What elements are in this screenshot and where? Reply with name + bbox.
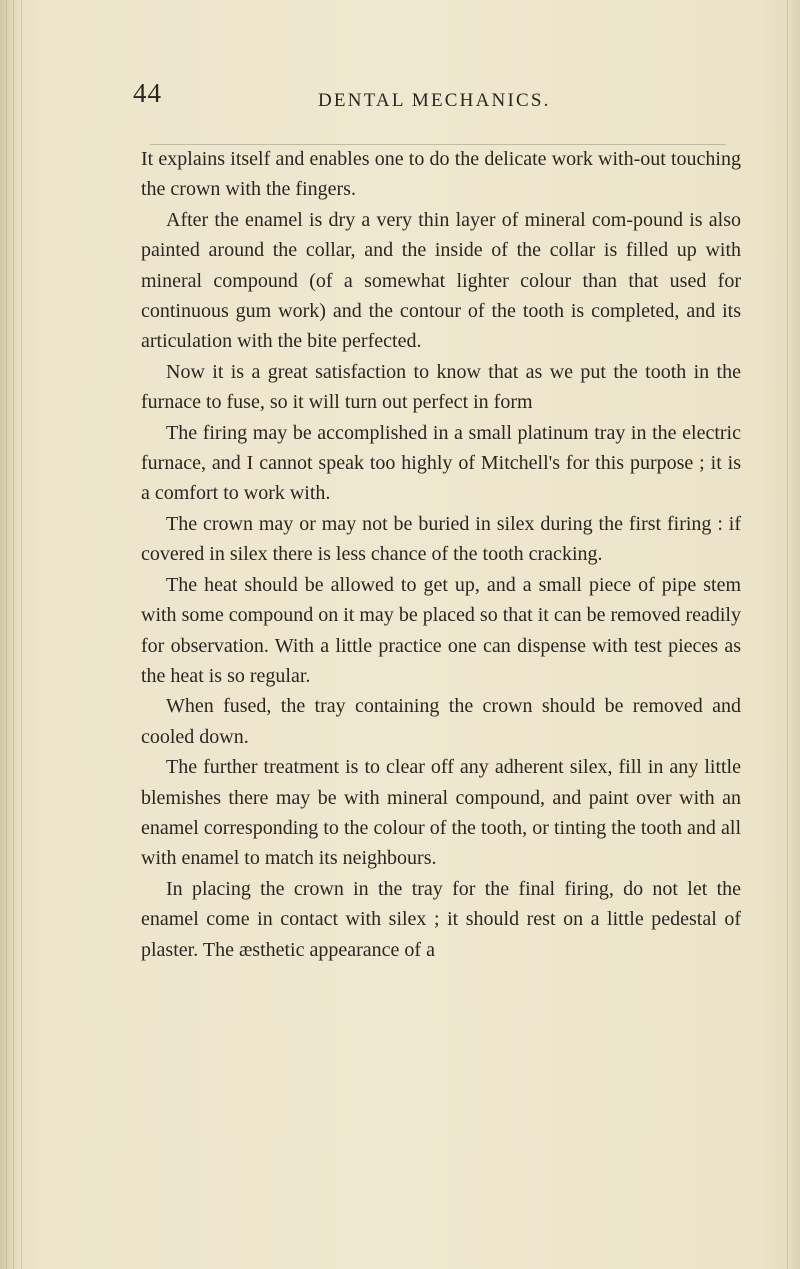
paragraph: The crown may or may not be buried in silex during the first firing : if covered in silex there is less chance of the tooth cracking. bbox=[141, 512, 741, 566]
gutter-shadow bbox=[13, 0, 14, 1269]
paragraph: It explains itself and enables one to do the delicate work with-out touching the crown with the fingers. bbox=[141, 148, 741, 201]
gutter-shadow bbox=[6, 0, 7, 1269]
paragraph: In placing the crown in the tray for the final firing, do not let the enamel come in contact with silex ; it should rest on a little pedestal of plaster. The æsthetic appearance of a bbox=[141, 877, 741, 961]
page-header bbox=[0, 80, 800, 114]
paragraph: The firing may be accomplished in a small platinum tray in the electric furnace, and I cannot speak too highly of Mitchell's for this purpose ; it is a comfort to work with. bbox=[141, 421, 741, 505]
paragraph: After the enamel is dry a very thin layer of mineral com-pound is also painted around the collar, and the inside of the collar is filled up with mineral compound (of a somewhat lighter colour than that used for continuous gum work) and the contour of the tooth is completed, and its articulation with the bite perfected. bbox=[141, 208, 741, 353]
page-number: 44 bbox=[133, 78, 162, 108]
running-title: DENTAL MECHANICS. bbox=[318, 90, 551, 111]
paragraph: Now it is a great satisfaction to know that as we put the tooth in the furnace to fuse, so it will turn out perfect in form bbox=[141, 360, 741, 414]
gutter-shadow bbox=[21, 0, 22, 1269]
paragraph: The heat should be allowed to get up, and a small piece of pipe stem with some compound on it may be placed so that it can be removed readily for observation. With a little practice one can dispense with test pieces as the heat is so regular. bbox=[141, 573, 741, 687]
paragraph: The further treatment is to clear off any adherent silex, fill in any little blemishes there may be with mineral compound, and paint over with an enamel corresponding to the colour of the tooth, or tinting the tooth and all with enamel to match its neighbours. bbox=[141, 756, 741, 870]
paragraph: When fused, the tray containing the crown should be removed and cooled down. bbox=[141, 695, 741, 748]
page-edge-shadow bbox=[787, 0, 788, 1269]
body-text bbox=[141, 144, 741, 965]
